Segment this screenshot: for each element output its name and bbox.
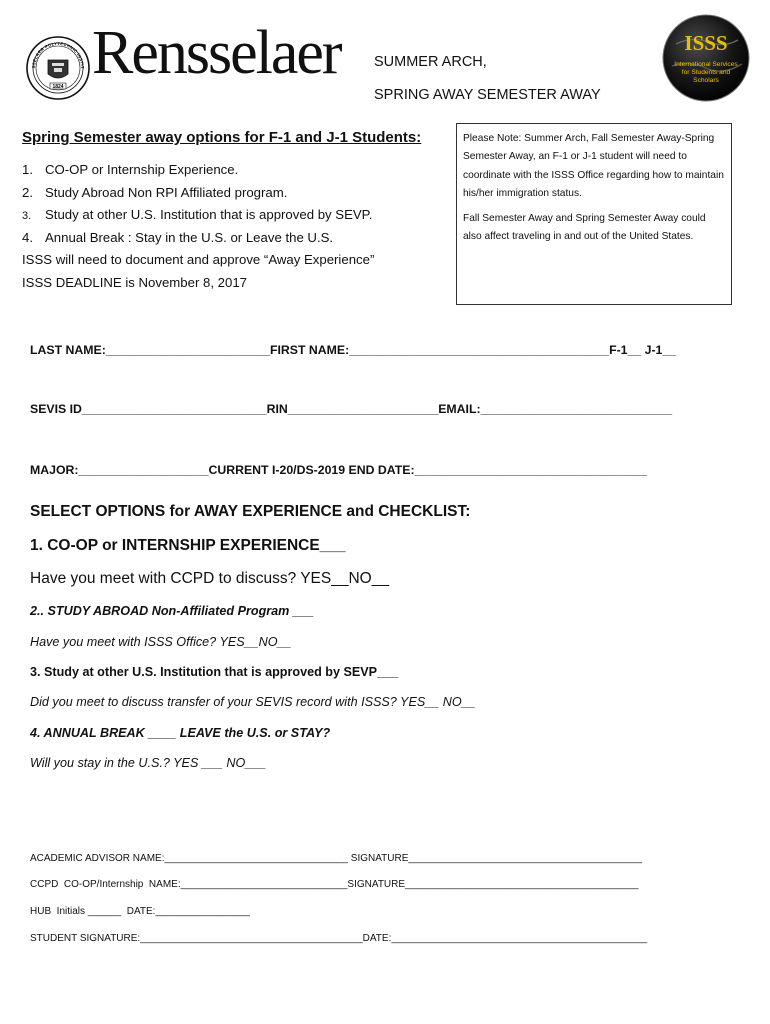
option-number: 1. [22, 162, 33, 177]
major-date-fields-line[interactable]: MAJOR:___________________CURRENT I-20/DS-2019 END DATE:__________________________________ [30, 463, 648, 477]
options-title: Spring Semester away options for F-1 and J-1 Students: [22, 129, 422, 146]
rensselaer-wordmark: Rensselaer [92, 19, 341, 87]
option-number: 3. [22, 210, 32, 223]
seal-year: 1824 [52, 84, 64, 90]
rpi-seal-logo [26, 36, 90, 100]
checklist-heading: SELECT OPTIONS for AWAY EXPERIENCE and CHECKLIST: [30, 503, 471, 520]
option-item [22, 185, 372, 208]
option-text: Study Abroad Non RPI Affiliated program. [45, 184, 288, 200]
option-item [22, 162, 372, 185]
checklist-item-coop[interactable]: 1. CO-OP or INTERNSHIP EXPERIENCE___ [30, 537, 346, 554]
option-text: Study at other U.S. Institution that is approved by SEVP. [45, 207, 373, 223]
checklist-question-coop[interactable]: Have you meet with CCPD to discuss? YES__NO__ [30, 570, 389, 587]
option-item [22, 230, 372, 253]
deadline-text: ISSS DEADLINE is November 8, 2017 [22, 275, 248, 290]
checklist-item-other-institution[interactable]: 3. Study at other U.S. Institution that is approved by SEVP___ [30, 665, 399, 679]
note-paragraph-1: Please Note: Summer Arch, Fall Semester Away-Spring Semester Away, an F-1 or J-1 student will need to coordinate with the ISSS Office regarding how to maintain his/her immigration status. [463, 133, 724, 200]
doc-title-line1: SUMMER ARCH, [374, 54, 487, 70]
doc-title-line2: SPRING AWAY SEMESTER AWAY [374, 87, 601, 103]
student-signature-line[interactable]: STUDENT SIGNATURE:________________________________________DATE:______________________________________________ [30, 933, 648, 944]
note-paragraph-2: Fall Semester Away and Spring Semester Away could also affect traveling in and out of the United States. [463, 212, 706, 243]
checklist-item-study-abroad[interactable]: 2.. STUDY ABROAD Non-Affiliated Program ___ [30, 604, 314, 618]
isss-line2: for Students and [681, 69, 731, 76]
option-text: CO-OP or Internship Experience. [45, 162, 239, 177]
approval-text: ISSS will need to document and approve “Away Experience” [22, 252, 375, 267]
id-email-fields-line[interactable]: SEVIS ID___________________________RIN______________________EMAIL:____________________________ [30, 402, 673, 416]
name-fields-line[interactable]: LAST NAME:________________________FIRST NAME:______________________________________F-1__ J-1__ [30, 343, 677, 357]
isss-line1: International Services [674, 61, 738, 68]
isss-line3: Scholars [693, 77, 719, 84]
option-number: 2. [22, 184, 33, 200]
option-text: Annual Break : Stay in the U.S. or Leave the U.S. [45, 230, 334, 246]
checklist-question-sevis-transfer[interactable]: Did you meet to discuss transfer of your SEVIS record with ISSS? YES__ NO__ [30, 695, 476, 709]
hub-initials-line[interactable]: HUB Initials ______ DATE:_________________ [30, 906, 250, 917]
seal-text: SSELAER POLYTECHNIC INSTIT [30, 40, 86, 69]
immigration-note-box [456, 123, 732, 305]
checklist-question-study-abroad[interactable]: Have you meet with ISSS Office? YES__NO__ [30, 635, 292, 649]
option-item [22, 207, 372, 230]
away-options-list [22, 162, 372, 253]
advisor-signature-line[interactable]: ACADEMIC ADVISOR NAME:_________________________________ SIGNATURE__________________________________________ [30, 853, 642, 864]
isss-logo [662, 14, 750, 102]
ccpd-signature-line[interactable]: CCPD CO-OP/Internship NAME:______________________________SIGNATURE__________________________________________ [30, 879, 639, 890]
checklist-question-stay-in-us[interactable]: Will you stay in the U.S.? YES ___ NO___ [30, 756, 267, 770]
checklist-item-annual-break[interactable]: 4. ANNUAL BREAK ____ LEAVE the U.S. or STAY? [30, 726, 331, 740]
isss-abbr: ISSS [684, 31, 728, 55]
option-number: 4. [22, 230, 33, 246]
